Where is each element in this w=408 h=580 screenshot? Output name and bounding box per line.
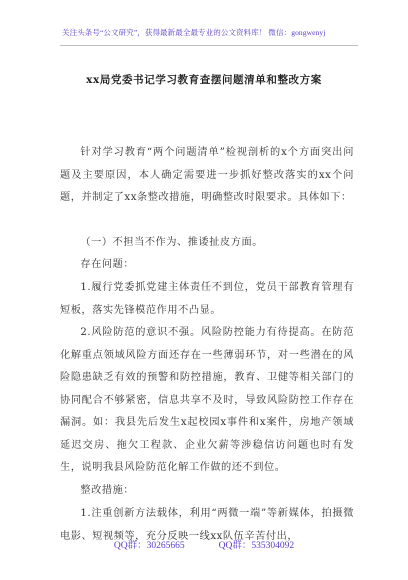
issue-item-2: 2.风险防范的意识不强。风险防控能力有待提高。在防范化解重点领域风险方面还存在一些薄弱环节，对一些潜在的风险隐患缺乏有效的预警和防控措施，教育、卫健等相关部门的协同配合不够紧密，信息共享不及时，导致风险防控工作存在漏洞。如：我县先后发生x起校园x事件和x案件，房地产领域延迟交房、拖欠工程款、企业欠薪等涉稳信访问题也时有发生，说明我县风险防范化解工作做的还不到位。: [60, 327, 354, 473]
footer-qq-groups: [0, 537, 408, 551]
issues-heading: 存在问题：: [80, 259, 135, 270]
measure-item-1: 1.注重创新方法载体，利用“两微一端”等新媒体，拍摄微电影、短视频等，充分反映一线xx队伍辛苦付出，: [60, 508, 354, 542]
measures-heading: 整改措施：: [80, 485, 135, 496]
footer-qq-group-1: QQ群：30265665: [113, 541, 185, 551]
footer-qq-group-2: QQ群：535304092: [218, 541, 295, 551]
intro-paragraph: 针对学习教育“两个问题清单”检视剖析的x个方面突出问题及主要原因，本人确定需要进一步抓好整改落实的xx个问题，并制定了xx条整改措施，明确整改时限要求。具体如下：: [60, 147, 354, 203]
header-divider: [60, 45, 358, 46]
section-heading: （一）不担当不作为、推诿扯皮方面。: [80, 237, 263, 248]
document-title: xx局党委书记学习教育查摆问题清单和整改方案: [86, 74, 322, 86]
issue-item-1: 1.履行党委抓党建主体责任不到位，党员干部教育管理有短板，落实先锋模范作用不凸显。: [60, 282, 354, 316]
header-promo-text: 关注头条号“公文研究”，获得最新最全最专业的公文资料库！ 微信：gongwenyj: [62, 28, 326, 37]
